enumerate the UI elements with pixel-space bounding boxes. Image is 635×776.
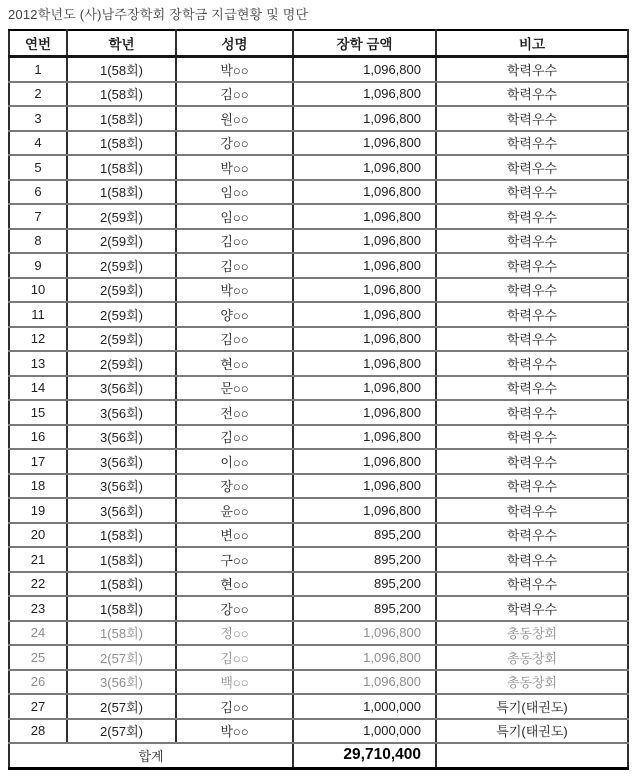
cell-name: 백○○ <box>176 670 293 695</box>
cell-note: 총동창회 <box>436 670 628 695</box>
cell-name: 김○○ <box>176 229 293 254</box>
cell-name: 김○○ <box>176 645 293 670</box>
cell-amount: 1,096,800 <box>293 57 436 82</box>
cell-grade: 2(57회) <box>67 645 176 670</box>
cell-no: 4 <box>9 131 67 156</box>
cell-no: 17 <box>9 449 67 474</box>
cell-name: 윤○○ <box>176 498 293 523</box>
cell-no: 19 <box>9 498 67 523</box>
document-title: 2012학년도 (사)남주장학회 장학금 지급현황 및 명단 <box>8 7 309 22</box>
cell-amount: 1,096,800 <box>293 425 436 450</box>
cell-grade: 1(58회) <box>67 131 176 156</box>
cell-grade: 1(58회) <box>67 572 176 597</box>
table-row <box>9 425 628 450</box>
cell-note: 학력우수 <box>436 229 628 254</box>
cell-amount: 1,096,800 <box>293 327 436 352</box>
cell-no: 26 <box>9 670 67 695</box>
table-row <box>9 155 628 180</box>
cell-grade: 1(58회) <box>67 523 176 548</box>
table-row <box>9 523 628 548</box>
cell-grade: 3(56회) <box>67 449 176 474</box>
cell-name: 전○○ <box>176 400 293 425</box>
table-row <box>9 278 628 303</box>
cell-grade: 2(59회) <box>67 278 176 303</box>
cell-note: 학력우수 <box>436 400 628 425</box>
cell-grade: 2(59회) <box>67 302 176 327</box>
cell-note: 학력우수 <box>436 376 628 401</box>
cell-note: 학력우수 <box>436 278 628 303</box>
cell-grade: 2(59회) <box>67 204 176 229</box>
cell-name: 현○○ <box>176 351 293 376</box>
cell-grade: 3(56회) <box>67 400 176 425</box>
table-row <box>9 253 628 278</box>
cell-no: 1 <box>9 57 67 82</box>
cell-grade: 1(58회) <box>67 547 176 572</box>
column-header-no: 연번 <box>9 30 67 57</box>
table-row <box>9 719 628 744</box>
cell-amount: 1,096,800 <box>293 229 436 254</box>
cell-no: 27 <box>9 694 67 719</box>
cell-no: 21 <box>9 547 67 572</box>
cell-grade: 3(56회) <box>67 376 176 401</box>
cell-name: 장○○ <box>176 474 293 499</box>
cell-amount: 1,096,800 <box>293 474 436 499</box>
cell-note: 학력우수 <box>436 204 628 229</box>
cell-note: 학력우수 <box>436 82 628 107</box>
table-row <box>9 645 628 670</box>
cell-note: 학력우수 <box>436 57 628 82</box>
cell-note: 학력우수 <box>436 425 628 450</box>
cell-amount: 1,096,800 <box>293 498 436 523</box>
cell-grade: 1(58회) <box>67 596 176 621</box>
cell-no: 8 <box>9 229 67 254</box>
cell-amount: 1,096,800 <box>293 400 436 425</box>
cell-grade: 3(56회) <box>67 498 176 523</box>
cell-grade: 2(59회) <box>67 229 176 254</box>
cell-amount: 1,096,800 <box>293 670 436 695</box>
cell-amount: 1,096,800 <box>293 351 436 376</box>
cell-name: 원○○ <box>176 106 293 131</box>
cell-name: 박○○ <box>176 278 293 303</box>
cell-name: 김○○ <box>176 327 293 352</box>
table-row <box>9 400 628 425</box>
cell-no: 18 <box>9 474 67 499</box>
table-header-row <box>9 30 628 57</box>
cell-grade: 2(59회) <box>67 327 176 352</box>
cell-amount: 895,200 <box>293 596 436 621</box>
cell-no: 12 <box>9 327 67 352</box>
cell-name: 김○○ <box>176 82 293 107</box>
table-row <box>9 180 628 205</box>
cell-grade: 2(59회) <box>67 253 176 278</box>
cell-no: 6 <box>9 180 67 205</box>
cell-amount: 1,096,800 <box>293 131 436 156</box>
cell-no: 2 <box>9 82 67 107</box>
cell-name: 이○○ <box>176 449 293 474</box>
cell-name: 임○○ <box>176 204 293 229</box>
cell-amount: 895,200 <box>293 572 436 597</box>
cell-note: 학력우수 <box>436 253 628 278</box>
table-row <box>9 621 628 646</box>
cell-no: 7 <box>9 204 67 229</box>
cell-amount: 1,096,800 <box>293 106 436 131</box>
cell-grade: 3(56회) <box>67 474 176 499</box>
cell-name: 김○○ <box>176 425 293 450</box>
table-row <box>9 449 628 474</box>
table-row <box>9 596 628 621</box>
cell-name: 문○○ <box>176 376 293 401</box>
cell-amount: 1,096,800 <box>293 376 436 401</box>
cell-no: 25 <box>9 645 67 670</box>
table-header <box>9 30 628 57</box>
table-row <box>9 57 628 82</box>
cell-no: 23 <box>9 596 67 621</box>
cell-amount: 1,096,800 <box>293 155 436 180</box>
total-row <box>9 743 628 768</box>
column-header-name: 성명 <box>176 30 293 57</box>
total-note <box>436 743 628 768</box>
table-row <box>9 351 628 376</box>
total-amount: 29,710,400 <box>293 743 436 768</box>
cell-name: 박○○ <box>176 155 293 180</box>
cell-name: 강○○ <box>176 131 293 156</box>
cell-no: 24 <box>9 621 67 646</box>
table-row <box>9 131 628 156</box>
total-label: 합계 <box>9 743 293 768</box>
cell-amount: 1,096,800 <box>293 278 436 303</box>
cell-amount: 1,000,000 <box>293 694 436 719</box>
cell-name: 김○○ <box>176 253 293 278</box>
cell-grade: 1(58회) <box>67 57 176 82</box>
cell-grade: 1(58회) <box>67 155 176 180</box>
column-header-note: 비고 <box>436 30 628 57</box>
scholarship-table <box>8 29 629 770</box>
cell-name: 변○○ <box>176 523 293 548</box>
cell-no: 3 <box>9 106 67 131</box>
table-footer <box>9 743 628 768</box>
cell-amount: 895,200 <box>293 523 436 548</box>
cell-name: 김○○ <box>176 694 293 719</box>
table-row <box>9 474 628 499</box>
cell-amount: 1,096,800 <box>293 180 436 205</box>
cell-note: 학력우수 <box>436 474 628 499</box>
table-row <box>9 547 628 572</box>
cell-no: 20 <box>9 523 67 548</box>
cell-grade: 2(59회) <box>67 351 176 376</box>
cell-amount: 1,096,800 <box>293 621 436 646</box>
cell-grade: 1(58회) <box>67 180 176 205</box>
table-row <box>9 106 628 131</box>
cell-name: 구○○ <box>176 547 293 572</box>
table-row <box>9 572 628 597</box>
table-row <box>9 670 628 695</box>
cell-note: 학력우수 <box>436 327 628 352</box>
cell-no: 5 <box>9 155 67 180</box>
cell-name: 양○○ <box>176 302 293 327</box>
cell-amount: 1,096,800 <box>293 302 436 327</box>
cell-note: 학력우수 <box>436 572 628 597</box>
table-row <box>9 82 628 107</box>
table-row <box>9 229 628 254</box>
table-row <box>9 376 628 401</box>
cell-amount: 1,000,000 <box>293 719 436 744</box>
cell-no: 28 <box>9 719 67 744</box>
cell-grade: 3(56회) <box>67 425 176 450</box>
column-header-amount: 장학 금액 <box>293 30 436 57</box>
cell-note: 학력우수 <box>436 155 628 180</box>
cell-note: 학력우수 <box>436 302 628 327</box>
cell-amount: 1,096,800 <box>293 204 436 229</box>
cell-amount: 1,096,800 <box>293 253 436 278</box>
cell-no: 11 <box>9 302 67 327</box>
cell-no: 15 <box>9 400 67 425</box>
cell-no: 22 <box>9 572 67 597</box>
cell-no: 14 <box>9 376 67 401</box>
cell-note: 학력우수 <box>436 547 628 572</box>
cell-grade: 1(58회) <box>67 621 176 646</box>
cell-note: 특기(태권도) <box>436 694 628 719</box>
cell-amount: 895,200 <box>293 547 436 572</box>
cell-grade: 2(57회) <box>67 719 176 744</box>
cell-grade: 3(56회) <box>67 670 176 695</box>
cell-note: 학력우수 <box>436 351 628 376</box>
column-header-grade: 학년 <box>67 30 176 57</box>
table-body <box>9 57 628 744</box>
cell-note: 총동창회 <box>436 645 628 670</box>
cell-name: 임○○ <box>176 180 293 205</box>
cell-no: 9 <box>9 253 67 278</box>
table-row <box>9 498 628 523</box>
table-row <box>9 302 628 327</box>
cell-note: 학력우수 <box>436 131 628 156</box>
cell-amount: 1,096,800 <box>293 645 436 670</box>
cell-note: 특기(태권도) <box>436 719 628 744</box>
table-row <box>9 327 628 352</box>
cell-name: 박○○ <box>176 57 293 82</box>
table-row <box>9 204 628 229</box>
cell-no: 16 <box>9 425 67 450</box>
cell-name: 현○○ <box>176 572 293 597</box>
cell-note: 학력우수 <box>436 449 628 474</box>
cell-no: 13 <box>9 351 67 376</box>
cell-note: 학력우수 <box>436 498 628 523</box>
cell-grade: 2(57회) <box>67 694 176 719</box>
cell-grade: 1(58회) <box>67 82 176 107</box>
cell-name: 강○○ <box>176 596 293 621</box>
cell-note: 총동창회 <box>436 621 628 646</box>
cell-amount: 1,096,800 <box>293 82 436 107</box>
cell-name: 박○○ <box>176 719 293 744</box>
cell-name: 정○○ <box>176 621 293 646</box>
cell-no: 10 <box>9 278 67 303</box>
cell-note: 학력우수 <box>436 596 628 621</box>
cell-note: 학력우수 <box>436 180 628 205</box>
cell-amount: 1,096,800 <box>293 449 436 474</box>
cell-note: 학력우수 <box>436 523 628 548</box>
cell-grade: 1(58회) <box>67 106 176 131</box>
table-row <box>9 694 628 719</box>
cell-note: 학력우수 <box>436 106 628 131</box>
